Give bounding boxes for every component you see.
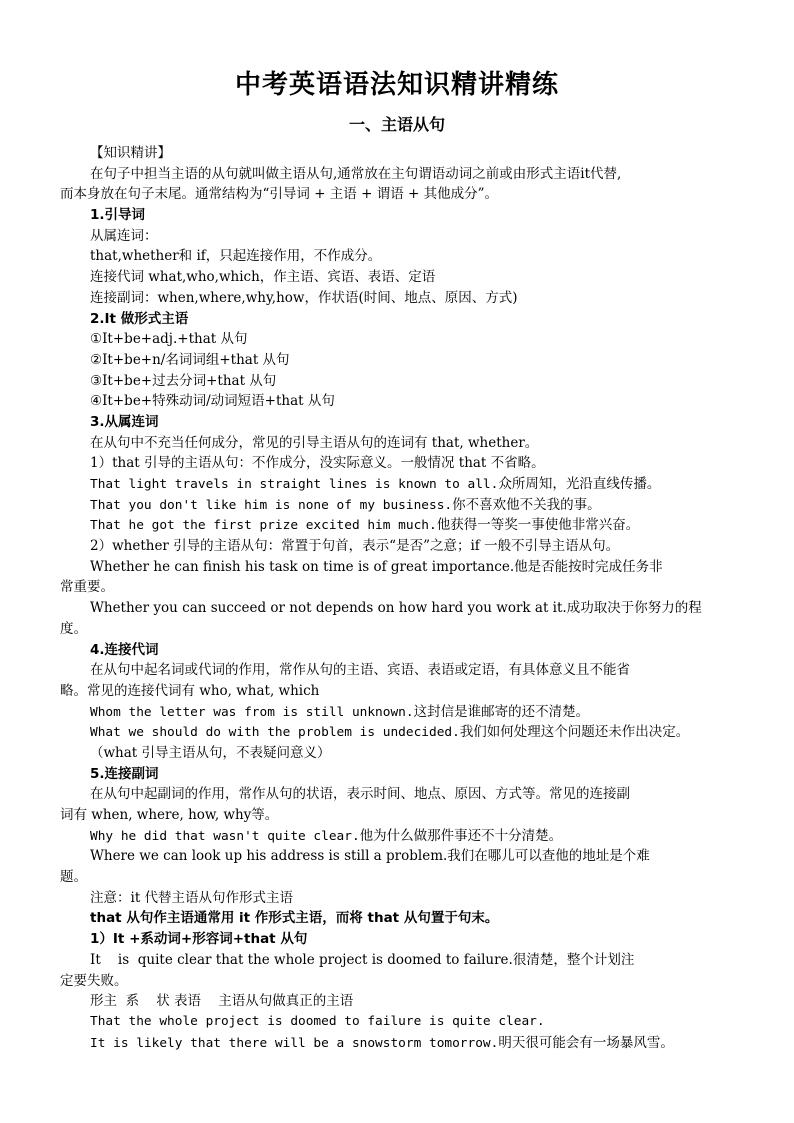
example-cn: 众所周知，光沿直线传播。: [498, 476, 661, 492]
example-line: [60, 495, 740, 516]
example-line: 题。: [60, 869, 87, 886]
knowledge-tag: 【知识精讲】: [90, 145, 171, 161]
subsection-heading: 2.It 做形式主语: [90, 310, 189, 327]
text-line: that,whether和 if，只起连接作用，不作成分。: [90, 248, 382, 265]
text-line: 在从句中不充当任何成分，常见的引导主语从句的连词有 that, whether。: [90, 434, 539, 451]
note-line: 注意：it 代替主语从句作形式主语: [90, 889, 294, 906]
pattern-line: ①It+be+adj.+that 从句: [90, 331, 248, 348]
example-line: That the whole project is doomed to failure is quite clear.: [90, 1013, 545, 1029]
example-en: What we should do with the problem is undecided.: [90, 725, 460, 741]
grammar-labels: 形主 系 状 表语 主语从句做真正的主语: [90, 993, 354, 1010]
subsection-heading: 4.连接代词: [90, 641, 159, 658]
example-line: [60, 474, 740, 495]
note-bold-line: that 从句作主语通常用 it 作形式主语，而将 that 从句置于句末。: [90, 910, 499, 927]
intro-line: 在句子中担当主语的从句就叫做主语从句,通常放在主句谓语动词之前或由形式主语it代替,: [90, 165, 622, 182]
text-line: 词有 when, where, how, why等。: [60, 807, 279, 823]
section-heading: 一、主语从句: [348, 115, 445, 134]
subsection-heading: 3.从属连词: [90, 413, 159, 430]
subsection-heading: 5.连接副词: [90, 765, 159, 782]
example-line: 常重要。: [60, 579, 114, 596]
text-line: 略。常见的连接代词有 who, what, which: [60, 682, 320, 699]
text-line: 2）whether 引导的主语从句：常置于句首，表示“是否”之意；if 一般不引导主语从句。: [90, 538, 620, 555]
example-line: Whether he can finish his task on time is of great importance.他是否能按时完成任务非: [90, 558, 663, 575]
example-line: [60, 722, 740, 743]
example-line: [60, 826, 740, 847]
text-line: 连接副词：when,where,why,how，作状语(时间、地点、原因、方式): [90, 289, 518, 306]
example-line: [60, 702, 740, 723]
example-cn: 明天很可能会有一场暴风雪。: [498, 1034, 674, 1051]
example-en: That you don't like him is none of my business.: [90, 497, 453, 513]
example-line: [60, 1033, 740, 1054]
example-en: It is likely that there will be a snowstorm tomorrow.: [90, 1035, 499, 1051]
example-en: That he got the first prize excited him much.: [90, 518, 437, 534]
example-cn: 他为什么做那件事还不十分清楚。: [359, 827, 563, 844]
example-cn: 他获得一等奖一事使他非常兴奋。: [436, 517, 640, 534]
text-line: 在从句中起名词或代词的作用，常作从句的主语、宾语、表语或定语，有具体意义且不能省: [90, 662, 630, 679]
text-line: 连接代词 what,who,which，作主语、宾语、表语、定语: [90, 269, 436, 286]
example-line: 度。: [60, 620, 87, 637]
page-title: 中考英语语法知识精讲精练: [234, 70, 559, 100]
example-cn: 这封信是谁邮寄的还不清楚。: [413, 703, 590, 720]
example-line: It is quite clear that the whole project is doomed to failure.很清楚，整个计划注: [90, 951, 635, 968]
pattern-line: ②It+be+n/名词词组+that 从句: [90, 351, 290, 368]
example-line: [60, 515, 740, 536]
example-cn: 我们如何处理这个问题还未作出决定。: [459, 724, 690, 741]
note-line: （what 引导主语从句，不表疑问意义）: [90, 744, 331, 761]
intro-line: 而本身放在句子末尾。通常结构为“引导词 + 主语 + 谓语 + 其他成分”。: [60, 186, 498, 203]
text-line: 在从句中起副词的作用，常作从句的状语，表示时间、地点、原因、方式等。常见的连接副: [90, 786, 630, 803]
example-line: Whether you can succeed or not depends on how hard you work at it.成功取决于你努力的程: [90, 600, 702, 617]
document-body: [60, 143, 740, 1053]
pattern-line: ④It+be+特殊动词/动词短语+that 从句: [90, 393, 335, 410]
example-cn: 你不喜欢他不关我的事。: [452, 496, 601, 513]
example-en: That light travels in straight lines is known to all.: [90, 477, 499, 492]
text-line: 从属连词：: [90, 227, 158, 244]
subsection-heading: 1.引导词: [90, 207, 146, 224]
text-line: 1）that 引导的主语从句：不作成分，没实际意义。一般情况 that 不省略。: [90, 455, 545, 472]
example-en: Whom the letter was from is still unknown.: [90, 704, 414, 720]
example-en: Why he did that wasn't quite clear.: [90, 828, 360, 844]
example-line: Where we can look up his address is still a problem.我们在哪儿可以查他的地址是个难: [90, 848, 650, 865]
note-bold-line: 1）It +系动词+形容词+that 从句: [90, 931, 308, 948]
pattern-line: ③It+be+过去分词+that 从句: [90, 372, 277, 389]
example-line: 定要失败。: [60, 972, 128, 989]
